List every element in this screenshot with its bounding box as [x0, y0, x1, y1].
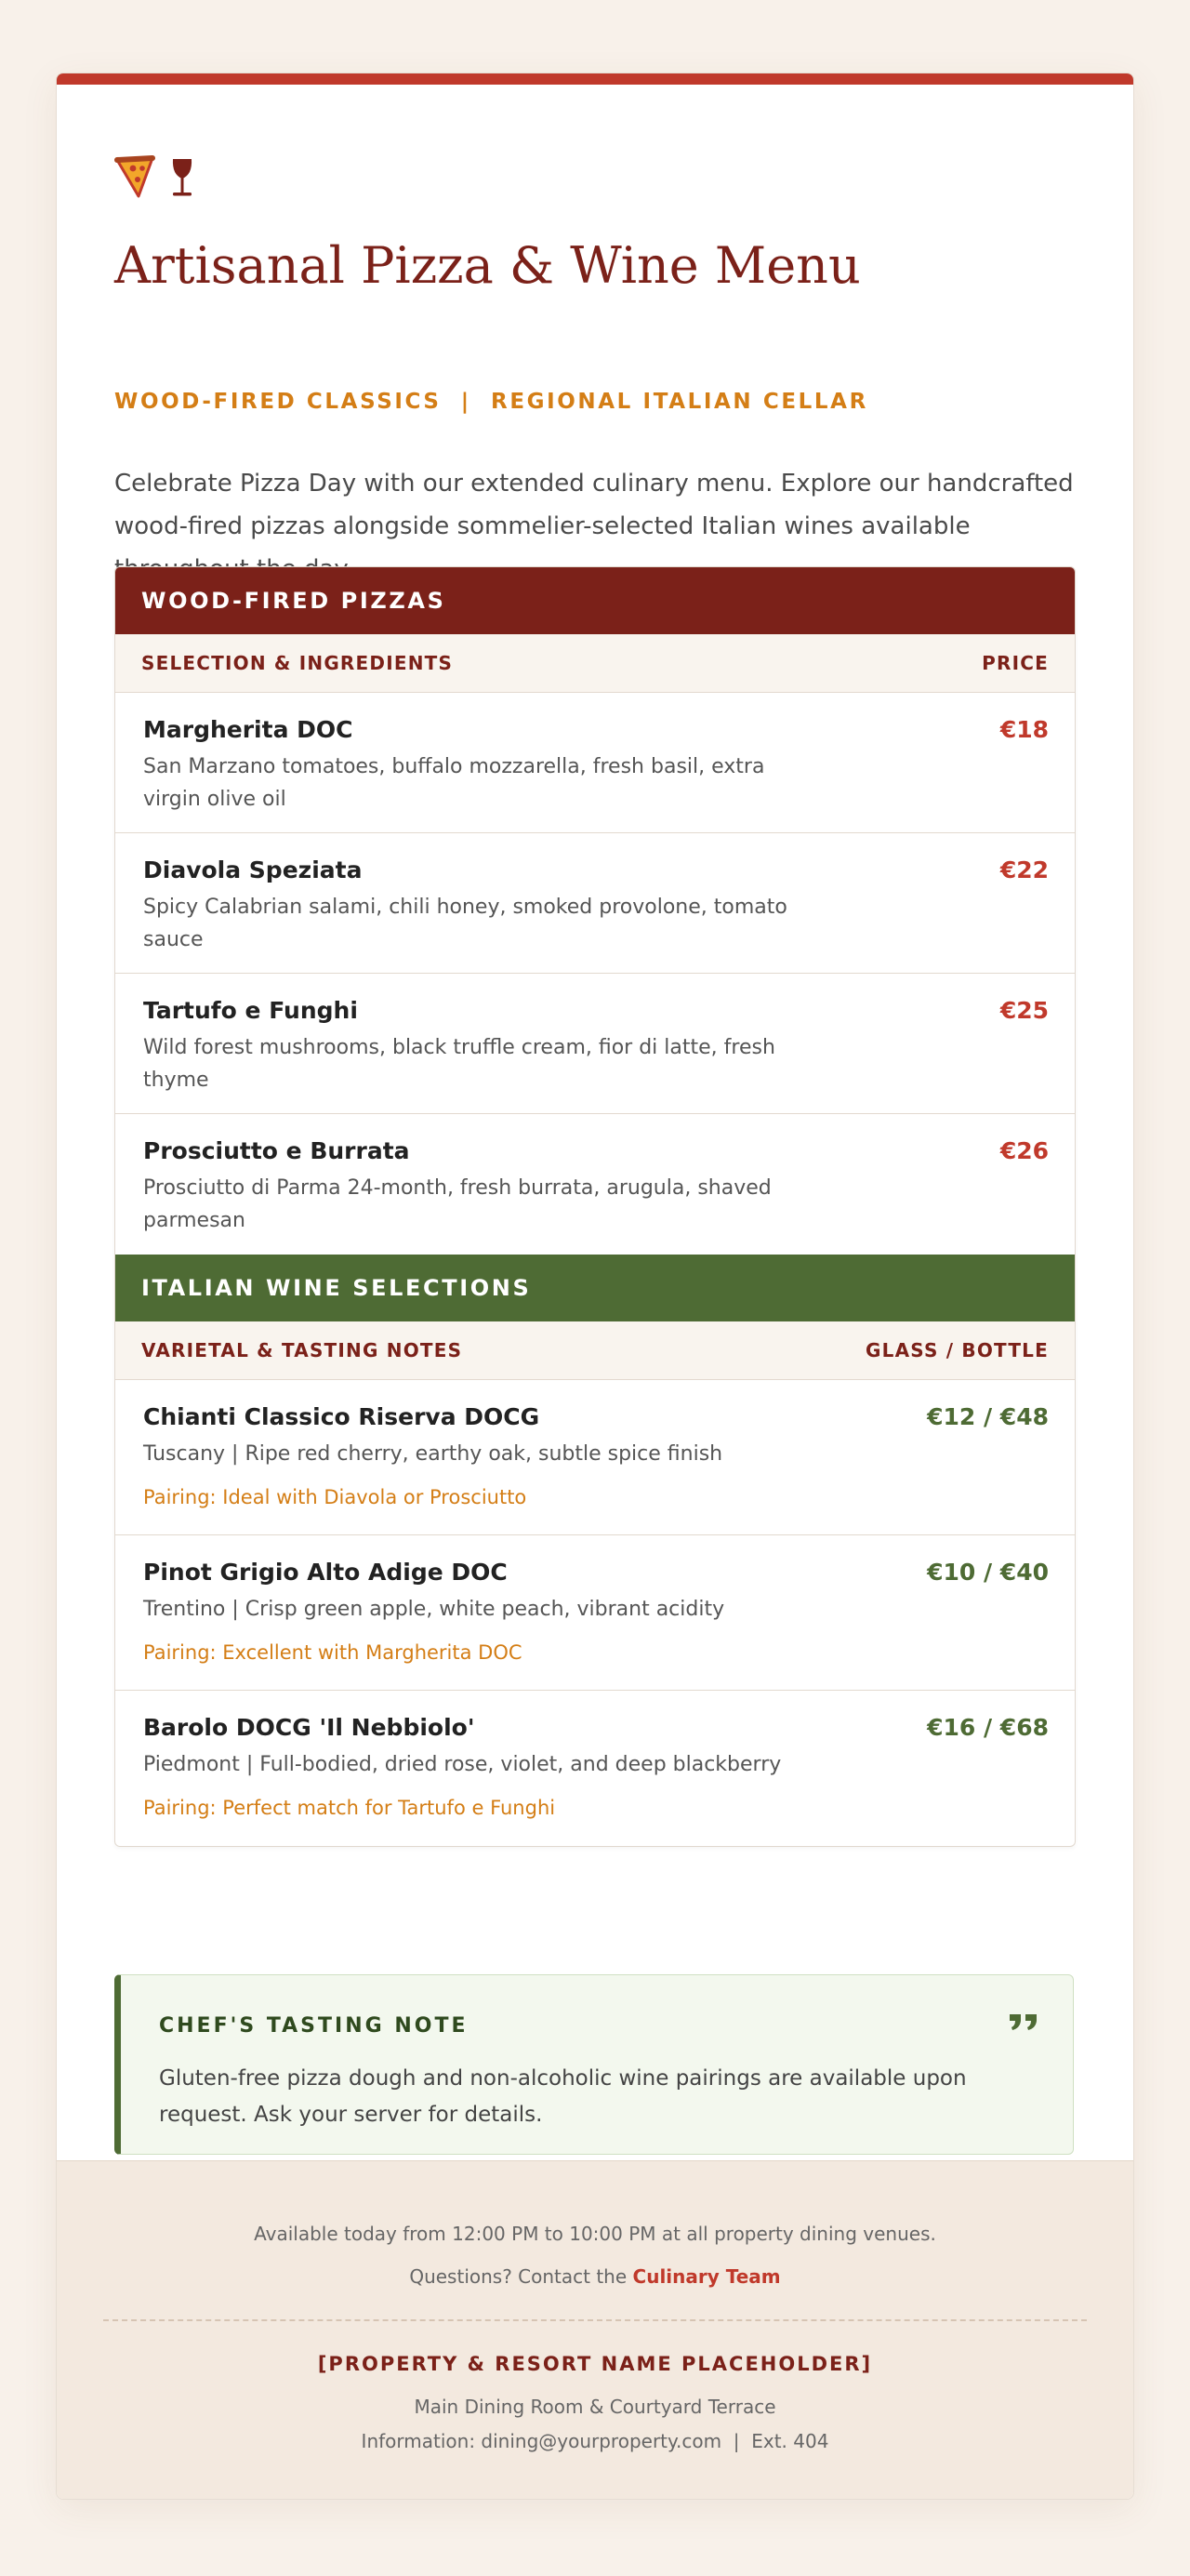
item-price: €25 — [999, 997, 1049, 1024]
item-description: Piedmont | Full-bodied, dried rose, violet, and deep blackberry — [143, 1753, 782, 1776]
menu-card — [56, 73, 1134, 2500]
pizza-slice-icon — [114, 155, 155, 204]
item-description: San Marzano tomatoes, buffalo mozzarella, fresh basil, extra virgin olive oil — [143, 755, 765, 811]
wine-column-header — [115, 1321, 1075, 1380]
item-description: Trentino | Crisp green apple, white peach, vibrant acidity — [143, 1598, 725, 1621]
item-description: Prosciutto di Parma 24-month, fresh burrata, arugula, shaved parmesan — [143, 1176, 772, 1232]
property-name: [PROPERTY & RESORT NAME PLACEHOLDER] — [317, 2353, 873, 2375]
top-accent-bar — [57, 73, 1133, 85]
pizza-row — [115, 693, 1075, 833]
wine-section-header — [115, 1255, 1075, 1321]
item-name: Diavola Speziata — [143, 856, 363, 883]
item-description: Tuscany | Ripe red cherry, earthy oak, subtle spice finish — [143, 1442, 723, 1466]
item-pairing: Pairing: Perfect match for Tartufo e Funghi — [143, 1797, 556, 1819]
wine-row — [115, 1691, 1075, 1846]
item-price: €26 — [999, 1137, 1049, 1164]
item-name: Prosciutto e Burrata — [143, 1137, 410, 1164]
pizza-row — [115, 1114, 1075, 1255]
venue-text: Main Dining Room & Courtyard Terrace — [414, 2396, 776, 2418]
wine-section-title: ITALIAN WINE SELECTIONS — [141, 1275, 532, 1301]
item-price: €22 — [999, 856, 1049, 883]
availability-text: Available today from 12:00 PM to 10:00 PM at all property dining venues. — [254, 2223, 936, 2245]
item-name: Pinot Grigio Alto Adige DOC — [143, 1559, 508, 1586]
wine-glass-icon — [168, 156, 196, 203]
header-icons — [114, 157, 196, 202]
pizza-col-price: PRICE — [982, 652, 1049, 674]
pizza-row — [115, 974, 1075, 1114]
pizza-section-title: WOOD-FIRED PIZZAS — [141, 588, 446, 614]
info-text: Information: dining@yourproperty.com | Ext. 404 — [361, 2430, 829, 2452]
wine-row — [115, 1380, 1075, 1535]
item-price: €12 / €48 — [927, 1403, 1049, 1430]
item-name: Barolo DOCG 'Il Nebbiolo' — [143, 1714, 475, 1741]
footer — [57, 2160, 1133, 2500]
item-price: €18 — [999, 716, 1049, 743]
pizza-column-header — [115, 634, 1075, 693]
item-name: Margherita DOC — [143, 716, 353, 743]
contact-prefix: Questions? Contact the — [409, 2265, 633, 2288]
subtitle-text: WOOD-FIRED CLASSICS | REGIONAL ITALIAN CELLAR — [114, 390, 868, 414]
quote-icon — [1008, 2012, 1039, 2035]
chef-note-box — [114, 1974, 1074, 2155]
contact-line — [57, 2265, 1133, 2288]
item-description: Spicy Calabrian salami, chili honey, smoked provolone, tomato sauce — [143, 896, 787, 951]
culinary-team-link[interactable]: Culinary Team — [632, 2265, 781, 2288]
wine-col-price: GLASS / BOTTLE — [866, 1339, 1049, 1361]
wine-row — [115, 1535, 1075, 1691]
item-price: €16 / €68 — [927, 1714, 1049, 1741]
page-title: Artisanal Pizza & Wine Menu — [114, 236, 861, 295]
page-subtitle — [114, 392, 868, 413]
pizza-row — [115, 833, 1075, 974]
item-pairing: Pairing: Ideal with Diavola or Prosciutto — [143, 1486, 527, 1508]
item-price: €10 / €40 — [927, 1559, 1049, 1586]
item-pairing: Pairing: Excellent with Margherita DOC — [143, 1641, 522, 1664]
pizza-col-selection: SELECTION & INGREDIENTS — [141, 652, 454, 674]
chef-note-text: Gluten-free pizza dough and non-alcoholic wine pairings are available upon request. Ask your server for details. — [159, 2066, 967, 2127]
pizza-section-header — [115, 567, 1075, 634]
chef-note-title: CHEF'S TASTING NOTE — [159, 2014, 469, 2038]
wine-col-varietal: VARIETAL & TASTING NOTES — [141, 1339, 463, 1361]
item-name: Tartufo e Funghi — [143, 997, 358, 1024]
menu-table — [114, 566, 1076, 1847]
intro-paragraph: Celebrate Pizza Day with our extended culinary menu. Explore our handcrafted wood-fired pizzas alongside sommelier-selected Italian wines available — [114, 470, 1074, 540]
footer-divider — [103, 2319, 1087, 2321]
item-name: Chianti Classico Riserva DOCG — [143, 1403, 540, 1430]
item-description: Wild forest mushrooms, black truffle cream, fior di latte, fresh thyme — [143, 1036, 775, 1092]
